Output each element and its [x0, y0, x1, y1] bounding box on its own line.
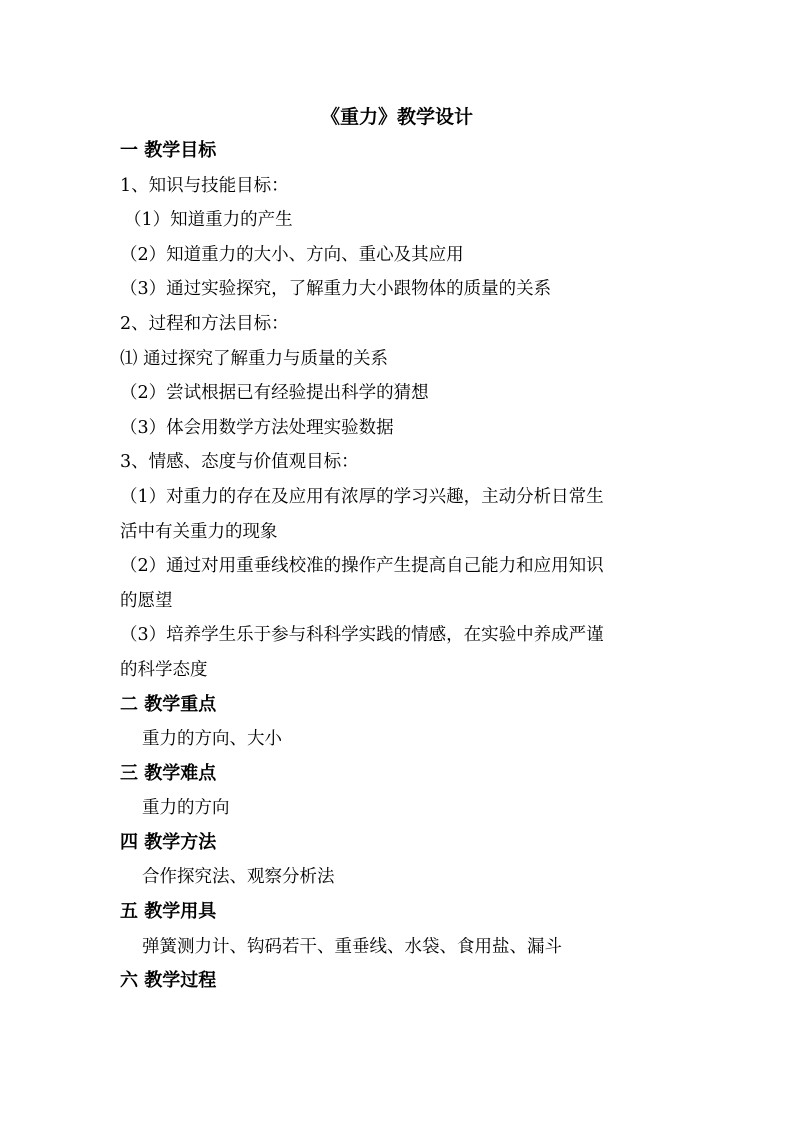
body-line: （1）对重力的存在及应用有浓厚的学习兴趣，主动分析日常生 — [120, 486, 604, 507]
body-line: （2）通过对用重垂线校准的操作产生提高自己能力和应用知识 — [120, 556, 604, 577]
section-content: 弹簧测力计、钩码若干、重垂线、水袋、食用盐、漏斗 — [142, 936, 562, 957]
body-line: 活中有关重力的现象 — [120, 521, 278, 542]
body-line: 的科学态度 — [120, 659, 208, 680]
body-line: 的愿望 — [120, 590, 173, 611]
list-item: （1）知道重力的产生 — [124, 210, 293, 231]
document-body — [120, 134, 680, 999]
body-line: ⑴ 通过探究了解重力与质量的关系 — [120, 348, 389, 369]
section-content: 重力的方向、大小 — [142, 729, 282, 750]
section-heading: 五 教学用具 — [120, 901, 217, 923]
body-line: （3）培养学生乐于参与科科学实践的情感，在实验中养成严谨 — [120, 625, 604, 646]
body-line: （2）知道重力的大小、方向、重心及其应用 — [120, 244, 464, 265]
body-line: 2、过程和方法目标： — [120, 313, 289, 334]
section-heading: 二 教学重点 — [120, 693, 217, 715]
section-content: 合作探究法、观察分析法 — [142, 867, 335, 888]
body-line: （3）通过实验探究，了解重力大小跟物体的质量的关系 — [120, 279, 552, 300]
body-line: （3）体会用数学方法处理实验数据 — [120, 417, 394, 438]
section-heading: 四 教学方法 — [120, 831, 217, 853]
document-title: 《重力》教学设计 — [320, 106, 473, 128]
section-content: 重力的方向 — [142, 798, 230, 819]
body-line: 1、知识与技能目标： — [120, 175, 289, 196]
section-heading: 六 教学过程 — [120, 970, 217, 992]
section-heading: 一 教学目标 — [120, 140, 217, 161]
body-line: 3、情感、态度与价值观目标： — [120, 452, 359, 473]
body-line: （2）尝试根据已有经验提出科学的猜想 — [120, 383, 429, 404]
section-heading: 三 教学难点 — [120, 762, 217, 784]
